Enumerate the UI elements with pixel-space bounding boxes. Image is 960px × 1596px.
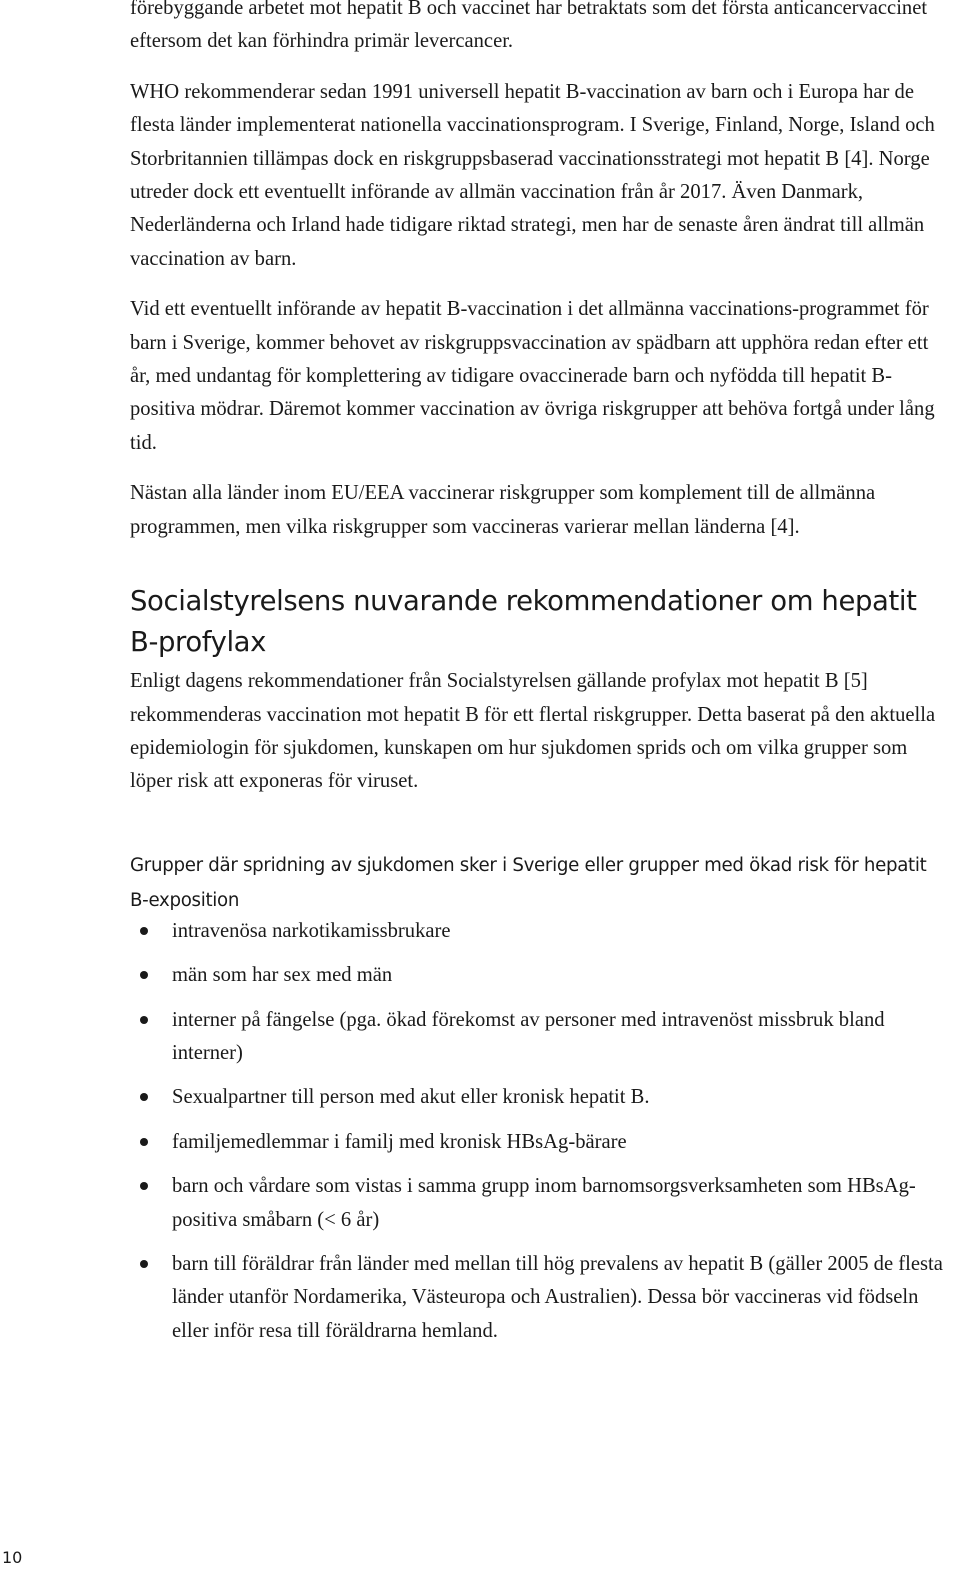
section-heading: Socialstyrelsens nuvarande rekommendationer om hepatit B-profylax (130, 585, 917, 659)
bullet-icon (140, 1182, 148, 1190)
risk-group-list (130, 915, 945, 1348)
list-item (130, 1126, 945, 1159)
list-item (130, 915, 945, 948)
section-paragraph: Enligt dagens rekommendationer från Socialstyrelsen gällande profylax mot hepatit B [5] rekommenderas vaccination mot hepatit B för ett flertal riskgrupper. Detta baserat på den aktuella epidemiologin för sjukdomen, kunskapen om hur sjukdomen sprids och om vilka grupper som löper risk att exponeras för viruset. (130, 670, 936, 793)
document-body (130, 0, 945, 1348)
bullet-icon (140, 1016, 148, 1024)
bullet-icon (140, 1138, 148, 1146)
paragraph-swedish-program: Vid ett eventuellt införande av hepatit B-vaccination i det allmänna vaccinations-programmet för barn i Sverige, kommer behovet av riskgruppsvaccination av spädbarn att upphöra redan efter ett år, med undantag för komplettering av tidigare ovaccinerade barn och nyfödda till hepatit B-positiva mödrar. Däremot kommer vaccination av övriga riskgrupper att behöva fortgå under lång tid. (130, 298, 935, 454)
bullet-icon (140, 971, 148, 979)
paragraph-who-recommendation: WHO rekommenderar sedan 1991 universell hepatit B-vaccination av barn och i Europa har de flesta länder implementerat nationella vaccinationsprogram. I Sverige, Finland, Norge, Island och Storbritannien tillämpas dock en riskgruppsbaserad vaccinationsstrategi mot hepatit B [4]. Norge utreder dock ett eventuellt införande av allmän vaccination från år 2017. Även Danmark, Nederländerna och Irland hade tidigare riktad strategi, men har de senaste åren ändrat till allmän vaccination av barn. (130, 80, 935, 270)
list-item (130, 1170, 945, 1237)
list-item (130, 1004, 945, 1071)
list-item (130, 1081, 945, 1114)
bullet-icon (140, 1093, 148, 1101)
list-item-text: interner på fängelse (pga. ökad förekomst av personer med intravenöst missbruk bland interner) (172, 1008, 885, 1064)
list-item-text: män som har sex med män (172, 964, 393, 987)
bullet-icon (140, 1260, 148, 1268)
list-item-text: barn till föräldrar från länder med mellan till hög prevalens av hepatit B (gäller 2005 de flesta länder utanför Nordamerika, Västeuropa och Australien). Dessa bör vaccineras vid födseln eller inför resa till föräldrarna hemland. (172, 1252, 943, 1342)
page-number: 10 (2, 1548, 23, 1567)
paragraph-eu-eea: Nästan alla länder inom EU/EEA vaccinerar riskgrupper som komplement till de allmänna programmen, men vilka riskgrupper som vaccineras varierar mellan länderna [4]. (130, 482, 876, 538)
list-item-text: barn och vårdare som vistas i samma grupp inom barnomsorgsverksamheten som HBsAg-positiva småbarn (< 6 år) (172, 1175, 916, 1231)
paragraph-intro-continuation: förebyggande arbetet mot hepatit B och vaccinet har betraktats som det första anticancervaccinet eftersom det kan förhindra primär levercancer. (130, 0, 928, 53)
bullet-icon (140, 927, 148, 935)
list-item (130, 959, 945, 992)
list-item-text: intravenösa narkotikamissbrukare (172, 919, 451, 942)
subsection-heading: Grupper där spridning av sjukdomen sker i Sverige eller grupper med ökad risk för hepatit B-exposition (130, 854, 927, 911)
list-item-text: familjemedlemmar i familj med kronisk HBsAg-bärare (172, 1130, 627, 1153)
list-item-text: Sexualpartner till person med akut eller kronisk hepatit B. (172, 1086, 650, 1109)
list-item (130, 1248, 945, 1348)
